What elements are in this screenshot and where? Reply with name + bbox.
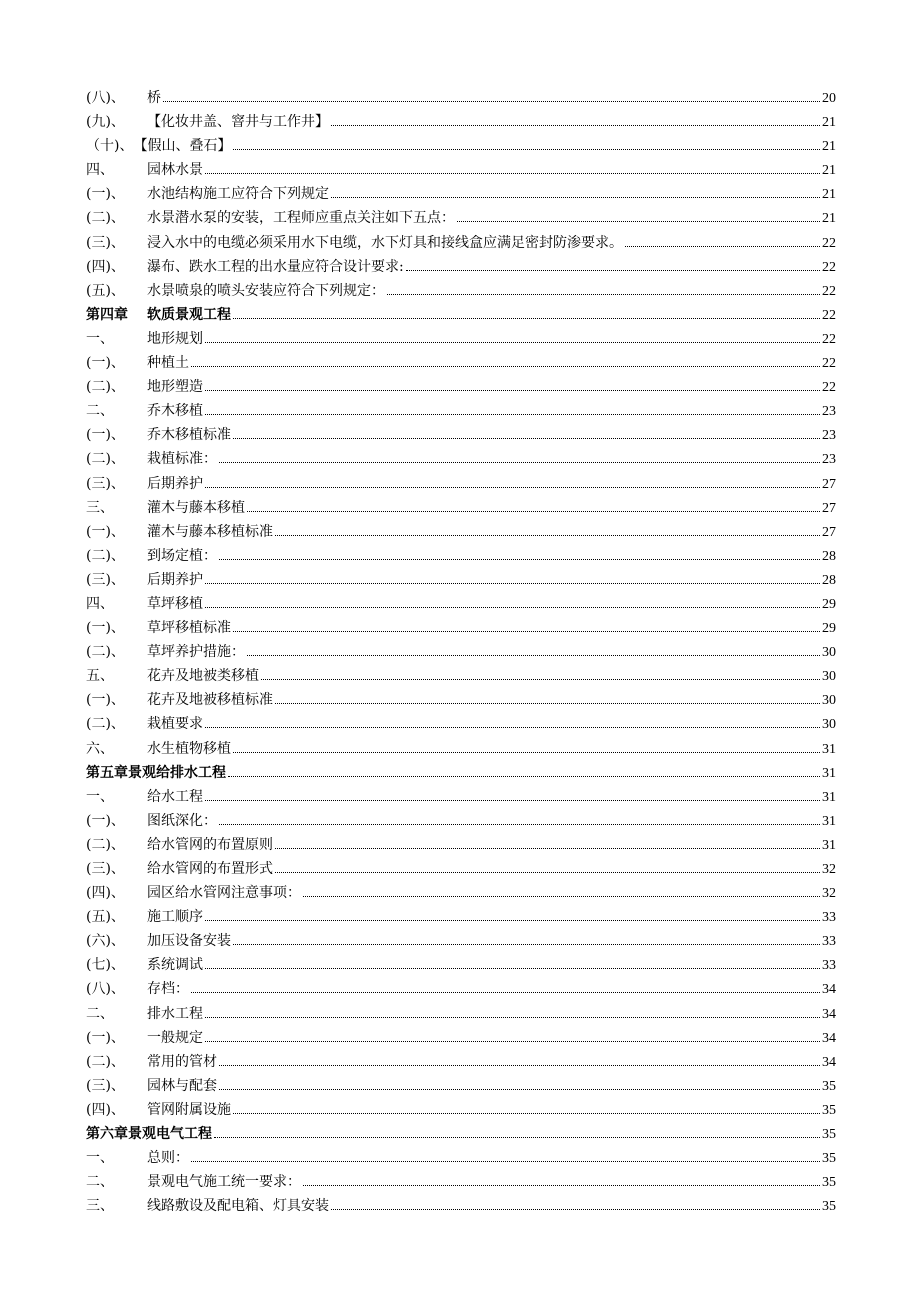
toc-row[interactable] [86,110,836,134]
toc-title: 栽植要求 [147,716,203,733]
toc-row[interactable] [86,86,836,110]
toc-title: 【化妆井盖、窨井与工作井】 [147,114,329,131]
toc-title: 景观电气施工统一要求： [147,1174,301,1191]
toc-title: 地形塑造 [147,379,203,396]
toc-row[interactable] [86,881,836,905]
toc-number: 二、 [86,403,114,420]
dot-leader [233,943,820,945]
toc-chapter-row[interactable] [86,761,836,785]
toc-row[interactable] [86,712,836,736]
toc-title: 园区给水管网注意事项： [147,885,301,902]
toc-number: (六)、 [86,933,125,950]
dot-leader [205,389,820,391]
dot-leader [331,124,820,126]
toc-title: 给水管网的布置原则 [147,836,273,853]
toc-title: 一般规定 [147,1029,203,1046]
toc-row[interactable] [86,375,836,399]
toc-row[interactable] [86,544,836,568]
dot-leader [303,895,820,897]
dot-leader [275,702,820,704]
dot-leader [205,486,820,488]
toc-number: (七)、 [86,957,125,974]
toc-page-number: 22 [822,331,836,347]
toc-row[interactable] [86,1074,836,1098]
toc-row[interactable] [86,1194,836,1218]
toc-title: 水生植物移植 [147,740,231,757]
toc-row[interactable] [86,472,836,496]
toc-title: 园林与配套 [147,1077,217,1094]
dot-leader [205,582,820,584]
toc-page-number: 34 [822,1054,836,1070]
toc-number: (二)、 [86,644,125,661]
toc-title: 线路敷设及配电箱、灯具安装 [147,1198,329,1215]
toc-page-number: 22 [822,235,836,251]
toc-row[interactable] [86,399,836,423]
dot-leader [205,413,820,415]
toc-page-number: 29 [822,621,836,637]
dot-leader [214,1136,820,1138]
dot-leader [233,148,820,150]
toc-number: (一)、 [86,355,125,372]
toc-title: 【假山、叠石】 [133,138,232,155]
dot-leader [275,871,820,873]
toc-number: (二)、 [86,451,125,468]
toc-title: 栽植标准： [147,451,217,468]
toc-row[interactable] [86,520,836,544]
toc-number: (一)、 [86,523,125,540]
dot-leader [191,365,820,367]
toc-title: 系统调试 [147,957,203,974]
toc-page-number: 27 [822,524,836,540]
toc-number: (三)、 [86,234,125,251]
toc-page-number: 23 [822,452,836,468]
toc-number: (二)、 [86,1053,125,1070]
toc-number: (二)、 [86,210,125,227]
dot-leader [219,558,820,560]
dot-leader [205,1016,820,1018]
toc-title: 桥 [147,90,161,106]
toc-page-number: 31 [822,765,836,781]
toc-title: 花卉及地被移植标准 [147,692,273,709]
toc-row[interactable] [86,231,836,255]
toc-title: 后期养护 [147,475,203,492]
toc-title: 施工顺序 [147,909,203,926]
toc-number: (一)、 [86,692,125,709]
toc-title: 后期养护 [147,571,203,588]
toc-title: 水景潜水泵的安装，工程师应重点关注如下五点： [147,210,455,227]
dot-leader [219,1064,820,1066]
toc-page-number: 20 [822,91,836,106]
toc-number: 三、 [86,1198,114,1215]
dot-leader [233,751,820,753]
toc-number: (一)、 [86,812,125,829]
toc-page-number: 22 [822,307,836,323]
toc-row[interactable] [86,809,836,833]
toc-title: 水景喷泉的喷头安装应符合下列规定： [147,282,385,299]
dot-leader [233,437,820,439]
toc-page-number: 35 [822,1078,836,1094]
toc-number: (三)、 [86,475,125,492]
dot-leader [205,341,820,343]
toc-page-number: 27 [822,476,836,492]
dot-leader [387,293,820,295]
toc-title: 种植土 [147,355,189,372]
toc-title: 存档： [147,981,189,998]
toc-row[interactable] [86,496,836,520]
toc-title: 第六章景观电气工程 [86,1126,212,1143]
toc-page-number: 30 [822,669,836,685]
toc-title: 排水工程 [147,1005,203,1022]
toc-row[interactable] [86,833,836,857]
toc-page-number: 34 [822,1006,836,1022]
toc-title: 灌木与藤本移植标准 [147,523,273,540]
dot-leader [275,847,820,849]
dot-leader [191,1160,820,1162]
toc-page-number: 28 [822,572,836,588]
toc-page-number: 33 [822,934,836,950]
dot-leader [205,967,820,969]
toc-page-number: 34 [822,1030,836,1046]
toc-page-number: 35 [822,1175,836,1191]
toc-number: 五、 [86,668,114,685]
toc-row[interactable] [86,1146,836,1170]
dot-leader [163,100,820,102]
toc-row[interactable] [86,640,836,664]
toc-title: 草坪移植 [147,595,203,612]
toc-number: (四)、 [86,1101,125,1118]
toc-number: (五)、 [86,282,125,299]
toc-page-number: 30 [822,693,836,709]
toc-number: (三)、 [86,1077,125,1094]
toc-title: 加压设备安装 [147,933,231,950]
toc-title: 地形规划 [147,330,203,347]
toc-row[interactable] [86,158,836,182]
toc-page-number: 22 [822,356,836,372]
toc-page-number: 35 [822,1151,836,1167]
toc-row[interactable] [86,592,836,616]
dot-leader [219,823,820,825]
toc-page-number: 32 [822,886,836,902]
toc-row[interactable] [86,206,836,230]
toc-page-number: 31 [822,789,836,805]
toc-page-number: 22 [822,259,836,275]
toc-page-number: 31 [822,837,836,853]
toc-row[interactable] [86,664,836,688]
dot-leader [625,245,820,247]
dot-leader [331,196,820,198]
dot-leader [457,220,820,222]
toc-number: (四)、 [86,885,125,902]
toc-page-number: 21 [822,163,836,179]
toc-number: (三)、 [86,861,125,877]
toc-page-number: 27 [822,500,836,516]
toc-page-number: 23 [822,428,836,444]
dot-leader [219,1088,820,1090]
toc-row[interactable] [86,977,836,1001]
toc-row[interactable] [86,688,836,712]
toc-row[interactable] [86,953,836,977]
toc-number: 第四章 [86,306,128,323]
dot-leader [191,991,820,993]
toc-number: （十)、 [86,138,134,155]
toc-number: (二)、 [86,379,125,396]
toc-number: 一、 [86,788,114,805]
toc-page-number: 21 [822,211,836,227]
toc-number: 一、 [86,330,114,347]
toc-number: (二)、 [86,547,125,564]
toc-page-number: 32 [822,862,836,877]
toc-title: 到场定植： [147,547,217,564]
toc-number: 三、 [86,499,114,516]
toc-row[interactable] [86,1098,836,1122]
toc-page-number: 33 [822,910,836,926]
toc-row[interactable] [86,568,836,592]
toc-title: 草坪移植标准 [147,620,231,637]
toc-row[interactable] [86,905,836,929]
dot-leader [233,317,820,319]
toc-page-number: 34 [822,982,836,998]
toc-page-number: 22 [822,283,836,299]
toc-title: 第五章景观给排水工程 [86,764,226,781]
dot-leader [233,630,820,632]
toc-page-number: 21 [822,187,836,203]
toc-title: 常用的管材 [147,1053,217,1070]
toc-title: 瀑布、跌水工程的出水量应符合设计要求: [147,258,404,275]
dot-leader [261,678,820,680]
toc-number: (一)、 [86,1029,125,1046]
toc-title: 图纸深化： [147,812,217,829]
dot-leader [247,510,820,512]
toc-number: 四、 [86,595,114,612]
dot-leader [303,1184,820,1186]
dot-leader [233,1112,820,1114]
toc-page-number: 35 [822,1199,836,1215]
toc-number: (一)、 [86,186,125,203]
toc-number: (九)、 [86,114,125,131]
toc-title: 给水工程 [147,788,203,805]
dot-leader [406,269,820,271]
toc-title: 花卉及地被类移植 [147,668,259,685]
toc-row[interactable] [86,737,836,761]
toc-number: 一、 [86,1150,114,1167]
toc-title: 园林水景 [147,162,203,179]
toc-page-number: 31 [822,813,836,829]
dot-leader [247,654,820,656]
toc-title: 水池结构施工应符合下列规定 [147,186,329,203]
dot-leader [205,606,820,608]
toc-page-number: 30 [822,645,836,661]
toc-page-number: 29 [822,596,836,612]
toc-number: (一)、 [86,620,125,637]
toc-row[interactable] [86,279,836,303]
toc-number: (八)、 [86,90,125,106]
toc-number: (四)、 [86,258,125,275]
toc-number: (八)、 [86,981,125,998]
dot-leader [205,919,820,921]
dot-leader [205,172,820,174]
toc-page-number: 30 [822,717,836,733]
toc-number: (三)、 [86,571,125,588]
toc-number: (二)、 [86,716,125,733]
toc-number: 二、 [86,1174,114,1191]
toc-number: (一)、 [86,427,125,444]
toc-row[interactable] [86,929,836,953]
toc-row[interactable] [86,423,836,447]
dot-leader [275,534,820,536]
toc-page-number: 31 [822,741,836,757]
dot-leader [228,775,820,777]
toc-title: 草坪养护措施： [147,644,245,661]
toc-row[interactable] [86,327,836,351]
toc-page-number: 33 [822,958,836,974]
toc-page-number: 35 [822,1127,836,1143]
toc-row[interactable] [86,351,836,375]
toc-title: 给水管网的布置形式 [147,861,273,877]
toc-page-number: 28 [822,548,836,564]
toc-number: 四、 [86,162,114,179]
toc-number: 六、 [86,740,114,757]
dot-leader [331,1208,820,1210]
table-of-contents [86,86,836,1218]
toc-title: 浸入水中的电缆必须采用水下电缆，水下灯具和接线盒应满足密封防渗要求。 [147,234,623,251]
toc-row[interactable] [86,447,836,471]
toc-title: 灌木与藤本移植 [147,499,245,516]
toc-page-number: 22 [822,380,836,396]
toc-row[interactable] [86,1002,836,1026]
toc-title: 乔木移植标准 [147,427,231,444]
toc-title: 管网附属设施 [147,1101,231,1118]
toc-row[interactable] [86,182,836,206]
toc-row[interactable] [86,785,836,809]
toc-row[interactable] [86,1050,836,1074]
dot-leader [205,1040,820,1042]
toc-page-number: 21 [822,115,836,131]
toc-row[interactable] [86,616,836,640]
toc-title: 总则： [147,1150,189,1167]
toc-page-number: 23 [822,404,836,420]
toc-row[interactable] [86,857,836,881]
dot-leader [205,726,820,728]
toc-row[interactable] [86,134,836,158]
toc-row[interactable] [86,1170,836,1194]
toc-number: (二)、 [86,836,125,853]
dot-leader [205,799,820,801]
toc-chapter-row[interactable] [86,1122,836,1146]
dot-leader [219,461,820,463]
toc-number: 二、 [86,1005,114,1022]
toc-row[interactable] [86,255,836,279]
toc-page-number: 21 [822,139,836,155]
toc-page-number: 35 [822,1102,836,1118]
toc-title: 乔木移植 [147,403,203,420]
toc-chapter-row[interactable] [86,303,836,327]
toc-number: (五)、 [86,909,125,926]
toc-row[interactable] [86,1026,836,1050]
toc-title: 软质景观工程 [147,306,231,323]
